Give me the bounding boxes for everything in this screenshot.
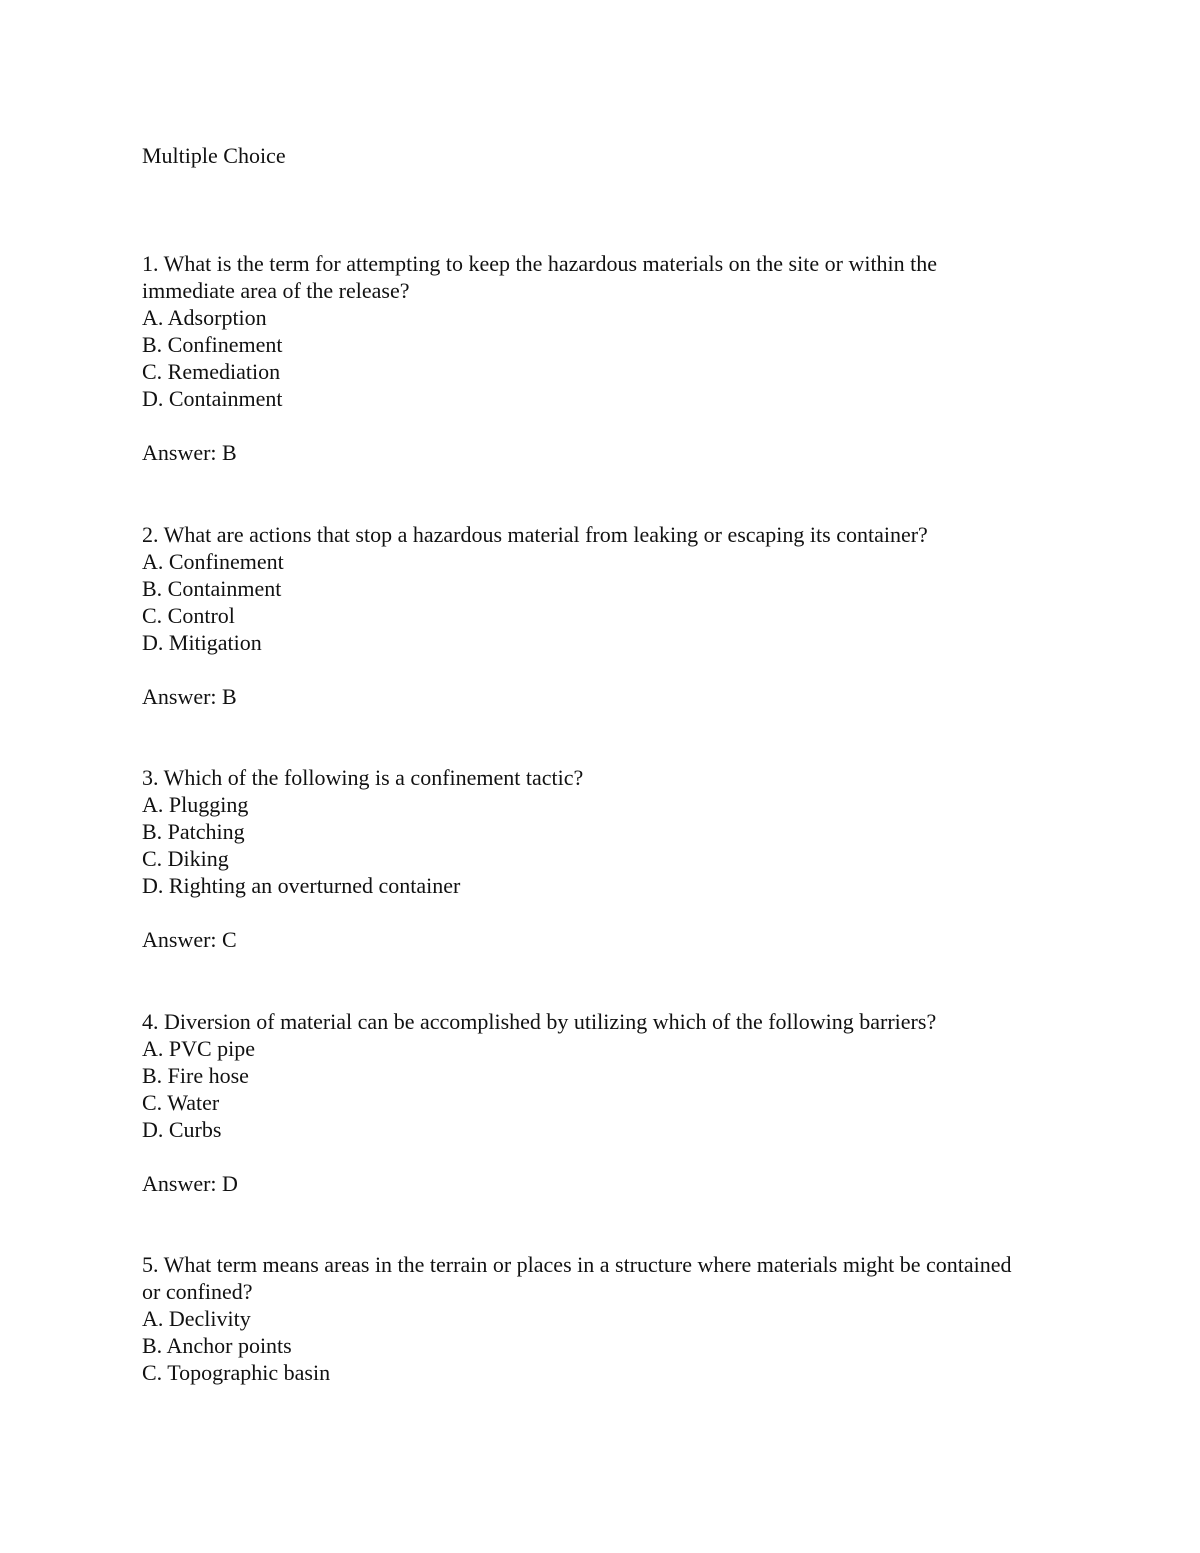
option-b: B. Fire hose — [142, 1063, 249, 1088]
option-d: D. Curbs — [142, 1117, 222, 1142]
question-2 — [142, 521, 1022, 710]
question-5 — [142, 1251, 1022, 1386]
option-b: B. Anchor points — [142, 1333, 292, 1358]
option-b: B. Confinement — [142, 332, 283, 357]
option-a: A. PVC pipe — [142, 1036, 256, 1061]
option-c: C. Water — [142, 1090, 220, 1115]
option-a: A. Declivity — [142, 1306, 251, 1331]
answer-text: Answer: B — [142, 440, 237, 465]
option-c: C. Diking — [142, 846, 229, 871]
option-c: C. Topographic basin — [142, 1360, 331, 1385]
option-d: D. Righting an overturned container — [142, 873, 461, 898]
answer-text: Answer: C — [142, 927, 237, 952]
option-c: C. Remediation — [142, 359, 281, 384]
option-a: A. Adsorption — [142, 305, 267, 330]
question-3 — [142, 764, 1022, 953]
question-text: 5. What term means areas in the terrain or places in a structure where materials might be contained or confined? — [142, 1252, 1012, 1304]
question-text: 4. Diversion of material can be accomplished by utilizing which of the following barriers? — [142, 1009, 937, 1034]
question-text: 2. What are actions that stop a hazardous material from leaking or escaping its container? — [142, 522, 928, 547]
option-d: D. Mitigation — [142, 630, 262, 655]
answer-text: Answer: B — [142, 684, 237, 709]
option-d: D. Containment — [142, 386, 283, 411]
question-4 — [142, 1008, 1022, 1197]
option-b: B. Patching — [142, 819, 245, 844]
question-text: 1. What is the term for attempting to keep the hazardous materials on the site or within the immediate area of the release? — [142, 251, 938, 303]
question-text: 3. Which of the following is a confinement tactic? — [142, 765, 584, 790]
option-a: A. Plugging — [142, 792, 249, 817]
option-a: A. Confinement — [142, 549, 284, 574]
option-c: C. Control — [142, 603, 235, 628]
question-1 — [142, 250, 1022, 466]
option-b: B. Containment — [142, 576, 282, 601]
section-heading: Multiple Choice — [142, 143, 286, 168]
answer-text: Answer: D — [142, 1171, 238, 1196]
